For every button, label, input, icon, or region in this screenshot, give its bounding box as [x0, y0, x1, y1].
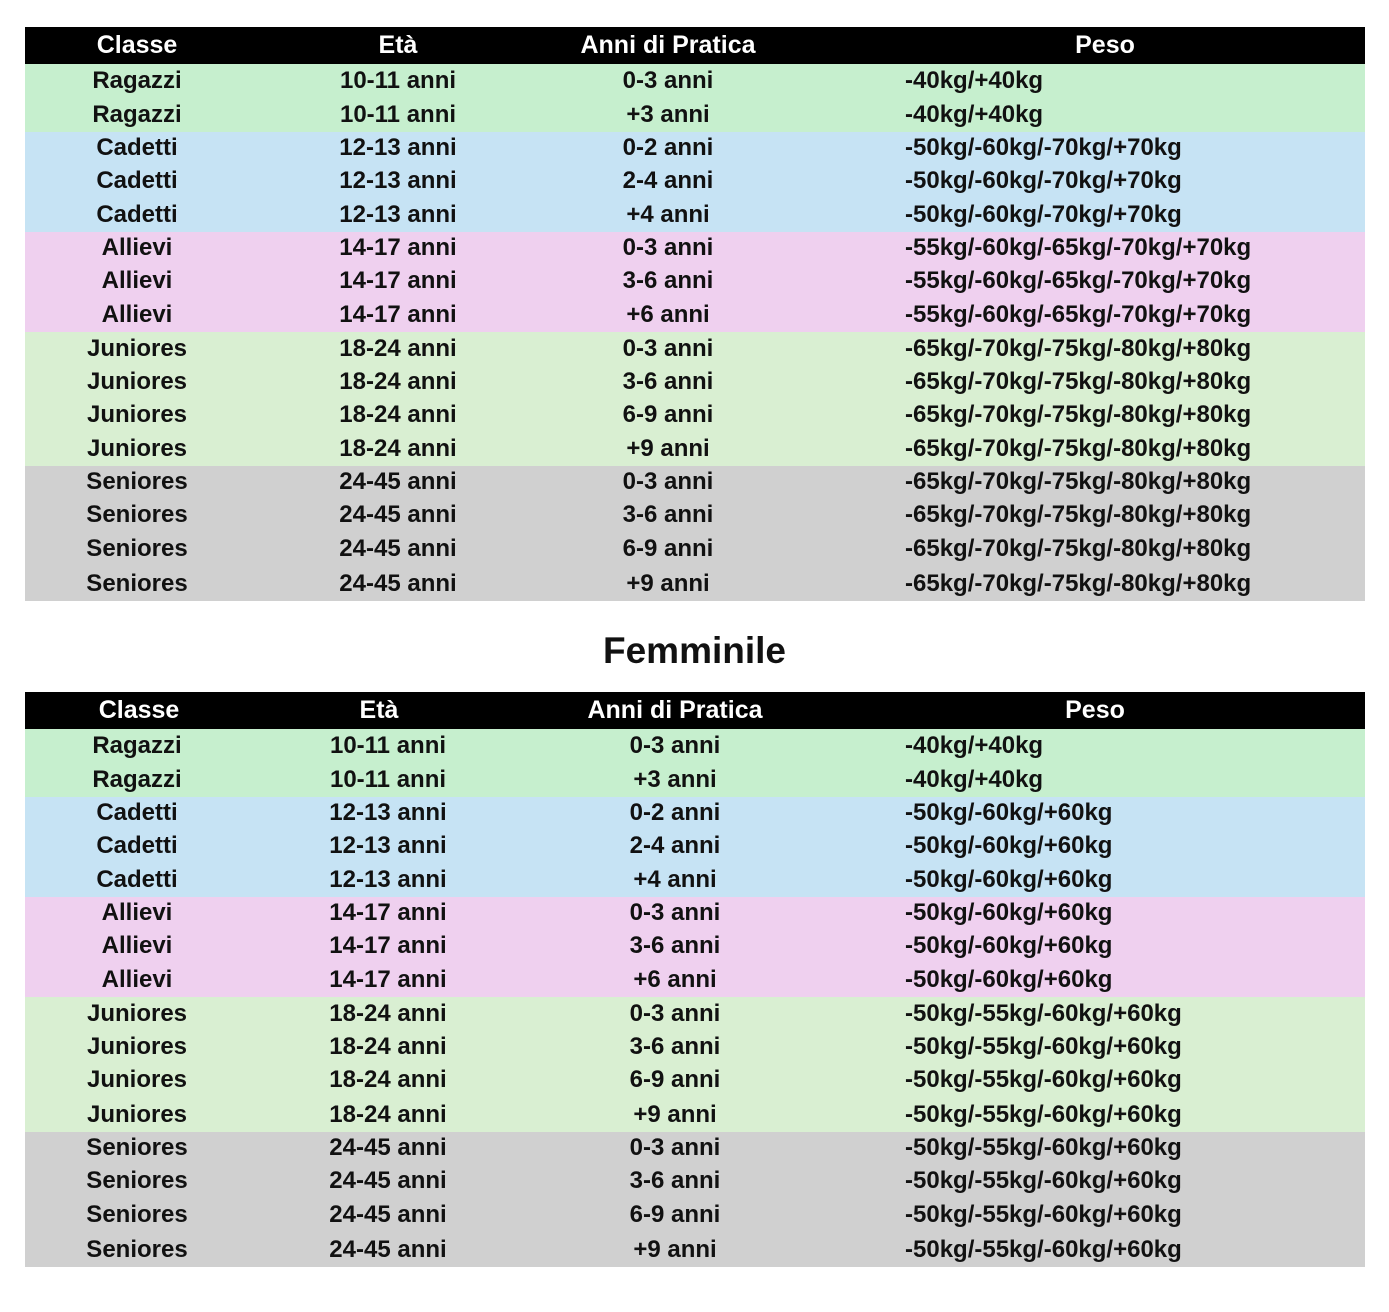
cell-anni-pratica: 6-9 anni [622, 534, 714, 562]
cell-anni-pratica: 3-6 anni [622, 367, 714, 395]
cell-classe: Ragazzi [92, 67, 182, 94]
cell-classe: Ragazzi [92, 732, 182, 759]
cell-classe: Cadetti [96, 200, 178, 228]
cell-anni-pratica: +3 anni [633, 766, 717, 793]
cell-peso: -50kg/-60kg/-70kg/+70kg [905, 200, 1182, 228]
cell-peso: -65kg/-70kg/-75kg/-80kg/+80kg [905, 367, 1252, 395]
header-peso: Peso [1075, 31, 1135, 59]
cell-peso: -55kg/-60kg/-65kg/-70kg/+70kg [905, 266, 1252, 294]
cell-eta: 12-13 anni [329, 865, 447, 893]
maschile-table [25, 27, 1365, 601]
header-classe: Classe [96, 31, 178, 59]
cell-peso: -40kg/+40kg [905, 67, 1044, 94]
cell-peso: -50kg/-60kg/+60kg [905, 931, 1113, 959]
cell-anni-pratica: 3-6 anni [629, 1166, 721, 1194]
cell-anni-pratica: +9 anni [626, 569, 710, 597]
cell-peso: -40kg/+40kg [905, 766, 1044, 793]
cell-anni-pratica: 3-6 anni [629, 931, 721, 959]
cell-anni-pratica: 0-3 anni [622, 234, 714, 261]
cell-peso: -50kg/-60kg/-70kg/+70kg [905, 166, 1182, 194]
cell-classe: Allievi [101, 300, 173, 328]
cell-eta: 18-24 anni [339, 434, 457, 462]
cell-classe: Allievi [101, 234, 173, 261]
cell-eta: 14-17 anni [339, 266, 457, 294]
table-row [25, 132, 1365, 164]
cell-eta: 18-24 anni [339, 367, 457, 395]
table-row [25, 365, 1365, 398]
cell-eta: 18-24 anni [339, 334, 457, 362]
header-peso: Peso [1065, 696, 1125, 724]
cell-eta: 24-45 anni [329, 1200, 447, 1228]
cell-anni-pratica: 0-2 anni [629, 799, 721, 826]
table-row [25, 929, 1365, 962]
table-row [25, 232, 1365, 264]
cell-classe: Seniores [86, 1134, 188, 1161]
cell-classe: Juniores [86, 434, 188, 462]
cell-eta: 12-13 anni [339, 166, 457, 194]
cell-anni-pratica: 6-9 anni [622, 400, 714, 428]
table-row [25, 1063, 1365, 1097]
cell-eta: 12-13 anni [339, 134, 457, 161]
header-eta: Età [359, 696, 399, 724]
cell-anni-pratica: +4 anni [633, 865, 717, 893]
cell-peso: -40kg/+40kg [905, 732, 1044, 759]
header-classe: Classe [98, 696, 180, 724]
cell-anni-pratica: 0-3 anni [622, 468, 714, 495]
cell-eta: 24-45 anni [339, 534, 457, 562]
table-row [25, 98, 1365, 132]
cell-eta: 18-24 anni [329, 1066, 447, 1093]
table-row [25, 164, 1365, 197]
cell-classe: Seniores [86, 468, 188, 495]
cell-eta: 10-11 anni [329, 766, 447, 793]
table-row [25, 297, 1365, 332]
cell-classe: Juniores [86, 1100, 188, 1128]
cell-peso: -50kg/-55kg/-60kg/+60kg [905, 1100, 1182, 1128]
cell-eta: 10-11 anni [339, 67, 457, 94]
cell-peso: -65kg/-70kg/-75kg/-80kg/+80kg [905, 534, 1252, 562]
cell-classe: Seniores [86, 1200, 188, 1228]
cell-anni-pratica: +6 anni [633, 965, 717, 993]
table-row [25, 531, 1365, 566]
cell-peso: -50kg/-60kg/+60kg [905, 965, 1113, 993]
cell-eta: 24-45 anni [339, 569, 457, 597]
cell-anni-pratica: +9 anni [633, 1235, 717, 1263]
cell-eta: 24-45 anni [339, 500, 457, 528]
cell-anni-pratica: 6-9 anni [629, 1200, 721, 1228]
cell-anni-pratica: +9 anni [626, 434, 710, 462]
cell-classe: Allievi [101, 266, 173, 294]
cell-classe: Juniores [86, 334, 188, 362]
cell-classe: Juniores [86, 999, 188, 1027]
table-row [25, 897, 1365, 929]
table-row [25, 64, 1365, 98]
cell-anni-pratica: 0-3 anni [622, 334, 714, 362]
cell-eta: 14-17 anni [339, 234, 457, 261]
cell-eta: 14-17 anni [339, 300, 457, 328]
cell-classe: Seniores [86, 569, 188, 597]
cell-eta: 14-17 anni [329, 931, 447, 959]
cell-peso: -65kg/-70kg/-75kg/-80kg/+80kg [905, 500, 1252, 528]
cell-classe: Ragazzi [92, 101, 182, 128]
table-row [25, 566, 1365, 601]
cell-peso: -55kg/-60kg/-65kg/-70kg/+70kg [905, 234, 1252, 261]
table-row [25, 1097, 1365, 1132]
cell-classe: Cadetti [96, 134, 178, 161]
cell-anni-pratica: 3-6 anni [622, 500, 714, 528]
table-row [25, 398, 1365, 431]
cell-eta: 18-24 anni [329, 1032, 447, 1060]
cell-peso: -50kg/-55kg/-60kg/+60kg [905, 1066, 1182, 1093]
cell-peso: -65kg/-70kg/-75kg/-80kg/+80kg [905, 569, 1252, 597]
cell-classe: Allievi [101, 965, 173, 993]
table-row [25, 466, 1365, 498]
cell-peso: -50kg/-60kg/+60kg [905, 865, 1113, 893]
cell-peso: -50kg/-55kg/-60kg/+60kg [905, 1235, 1182, 1263]
cell-peso: -65kg/-70kg/-75kg/-80kg/+80kg [905, 434, 1252, 462]
cell-eta: 10-11 anni [329, 732, 447, 759]
table-row [25, 431, 1365, 466]
cell-peso: -40kg/+40kg [905, 101, 1044, 128]
cell-classe: Juniores [86, 400, 188, 428]
cell-eta: 24-45 anni [339, 468, 457, 495]
table-row [25, 197, 1365, 232]
cell-anni-pratica: 0-2 anni [622, 134, 714, 161]
cell-classe: Seniores [86, 500, 188, 528]
cell-peso: -50kg/-55kg/-60kg/+60kg [905, 999, 1182, 1027]
cell-classe: Seniores [86, 1235, 188, 1263]
cell-classe: Juniores [86, 367, 188, 395]
cell-peso: -65kg/-70kg/-75kg/-80kg/+80kg [905, 468, 1252, 495]
cell-peso: -65kg/-70kg/-75kg/-80kg/+80kg [905, 334, 1252, 362]
table-row [25, 498, 1365, 531]
cell-peso: -50kg/-55kg/-60kg/+60kg [905, 1166, 1182, 1194]
cell-anni-pratica: 0-3 anni [629, 899, 721, 926]
cell-eta: 10-11 anni [339, 101, 457, 128]
header-anni-pratica: Anni di Pratica [580, 31, 756, 59]
table-row [25, 862, 1365, 897]
cell-anni-pratica: 2-4 anni [622, 166, 714, 194]
table-row [25, 1232, 1365, 1267]
table-header [25, 692, 1365, 729]
cell-classe: Juniores [86, 1032, 188, 1060]
cell-anni-pratica: 6-9 anni [629, 1066, 721, 1093]
cell-anni-pratica: 0-3 anni [629, 1134, 721, 1161]
cell-eta: 24-45 anni [329, 1166, 447, 1194]
cell-peso: -50kg/-55kg/-60kg/+60kg [905, 1200, 1182, 1228]
cell-eta: 12-13 anni [339, 200, 457, 228]
cell-anni-pratica: +9 anni [633, 1100, 717, 1128]
cell-classe: Cadetti [96, 799, 178, 826]
cell-eta: 14-17 anni [329, 899, 447, 926]
cell-classe: Seniores [86, 534, 188, 562]
table-row [25, 1030, 1365, 1063]
cell-peso: -50kg/-55kg/-60kg/+60kg [905, 1134, 1182, 1161]
table-row [25, 1132, 1365, 1164]
cell-peso: -50kg/-60kg/+60kg [905, 799, 1113, 826]
cell-eta: 24-45 anni [329, 1134, 447, 1161]
cell-anni-pratica: 0-3 anni [629, 732, 721, 759]
cell-classe: Cadetti [96, 865, 178, 893]
femminile-table [25, 692, 1365, 1267]
table-row [25, 797, 1365, 829]
table-row [25, 332, 1365, 365]
table-row [25, 997, 1365, 1030]
cell-peso: -50kg/-60kg/-70kg/+70kg [905, 134, 1182, 161]
cell-anni-pratica: +6 anni [626, 300, 710, 328]
cell-classe: Cadetti [96, 831, 178, 859]
cell-anni-pratica: 2-4 anni [629, 831, 721, 859]
cell-classe: Juniores [86, 1066, 188, 1093]
table-header [25, 27, 1365, 64]
cell-peso: -50kg/-55kg/-60kg/+60kg [905, 1032, 1182, 1060]
cell-anni-pratica: 0-3 anni [629, 999, 721, 1027]
cell-anni-pratica: 0-3 anni [622, 67, 714, 94]
cell-classe: Allievi [101, 899, 173, 926]
cell-classe: Cadetti [96, 166, 178, 194]
cell-peso: -65kg/-70kg/-75kg/-80kg/+80kg [905, 400, 1252, 428]
cell-eta: 24-45 anni [329, 1235, 447, 1263]
cell-peso: -55kg/-60kg/-65kg/-70kg/+70kg [905, 300, 1252, 328]
cell-eta: 14-17 anni [329, 965, 447, 993]
cell-eta: 12-13 anni [329, 831, 447, 859]
cell-classe: Allievi [101, 931, 173, 959]
table-row [25, 829, 1365, 862]
cell-eta: 18-24 anni [339, 400, 457, 428]
cell-eta: 18-24 anni [329, 1100, 447, 1128]
table-row [25, 729, 1365, 763]
table-row [25, 264, 1365, 297]
cell-peso: -50kg/-60kg/+60kg [905, 831, 1113, 859]
cell-classe: Ragazzi [92, 766, 182, 793]
header-anni-pratica: Anni di Pratica [587, 696, 763, 724]
header-eta: Età [378, 31, 418, 59]
table-row [25, 1197, 1365, 1232]
cell-eta: 18-24 anni [329, 999, 447, 1027]
cell-eta: 12-13 anni [329, 799, 447, 826]
cell-peso: -50kg/-60kg/+60kg [905, 899, 1113, 926]
cell-classe: Seniores [86, 1166, 188, 1194]
cell-anni-pratica: +3 anni [626, 101, 710, 128]
section-title-femminile: Femminile [603, 630, 786, 671]
cell-anni-pratica: +4 anni [626, 200, 710, 228]
cell-anni-pratica: 3-6 anni [622, 266, 714, 294]
table-row [25, 962, 1365, 997]
table-row [25, 1164, 1365, 1197]
cell-anni-pratica: 3-6 anni [629, 1032, 721, 1060]
table-row [25, 763, 1365, 797]
